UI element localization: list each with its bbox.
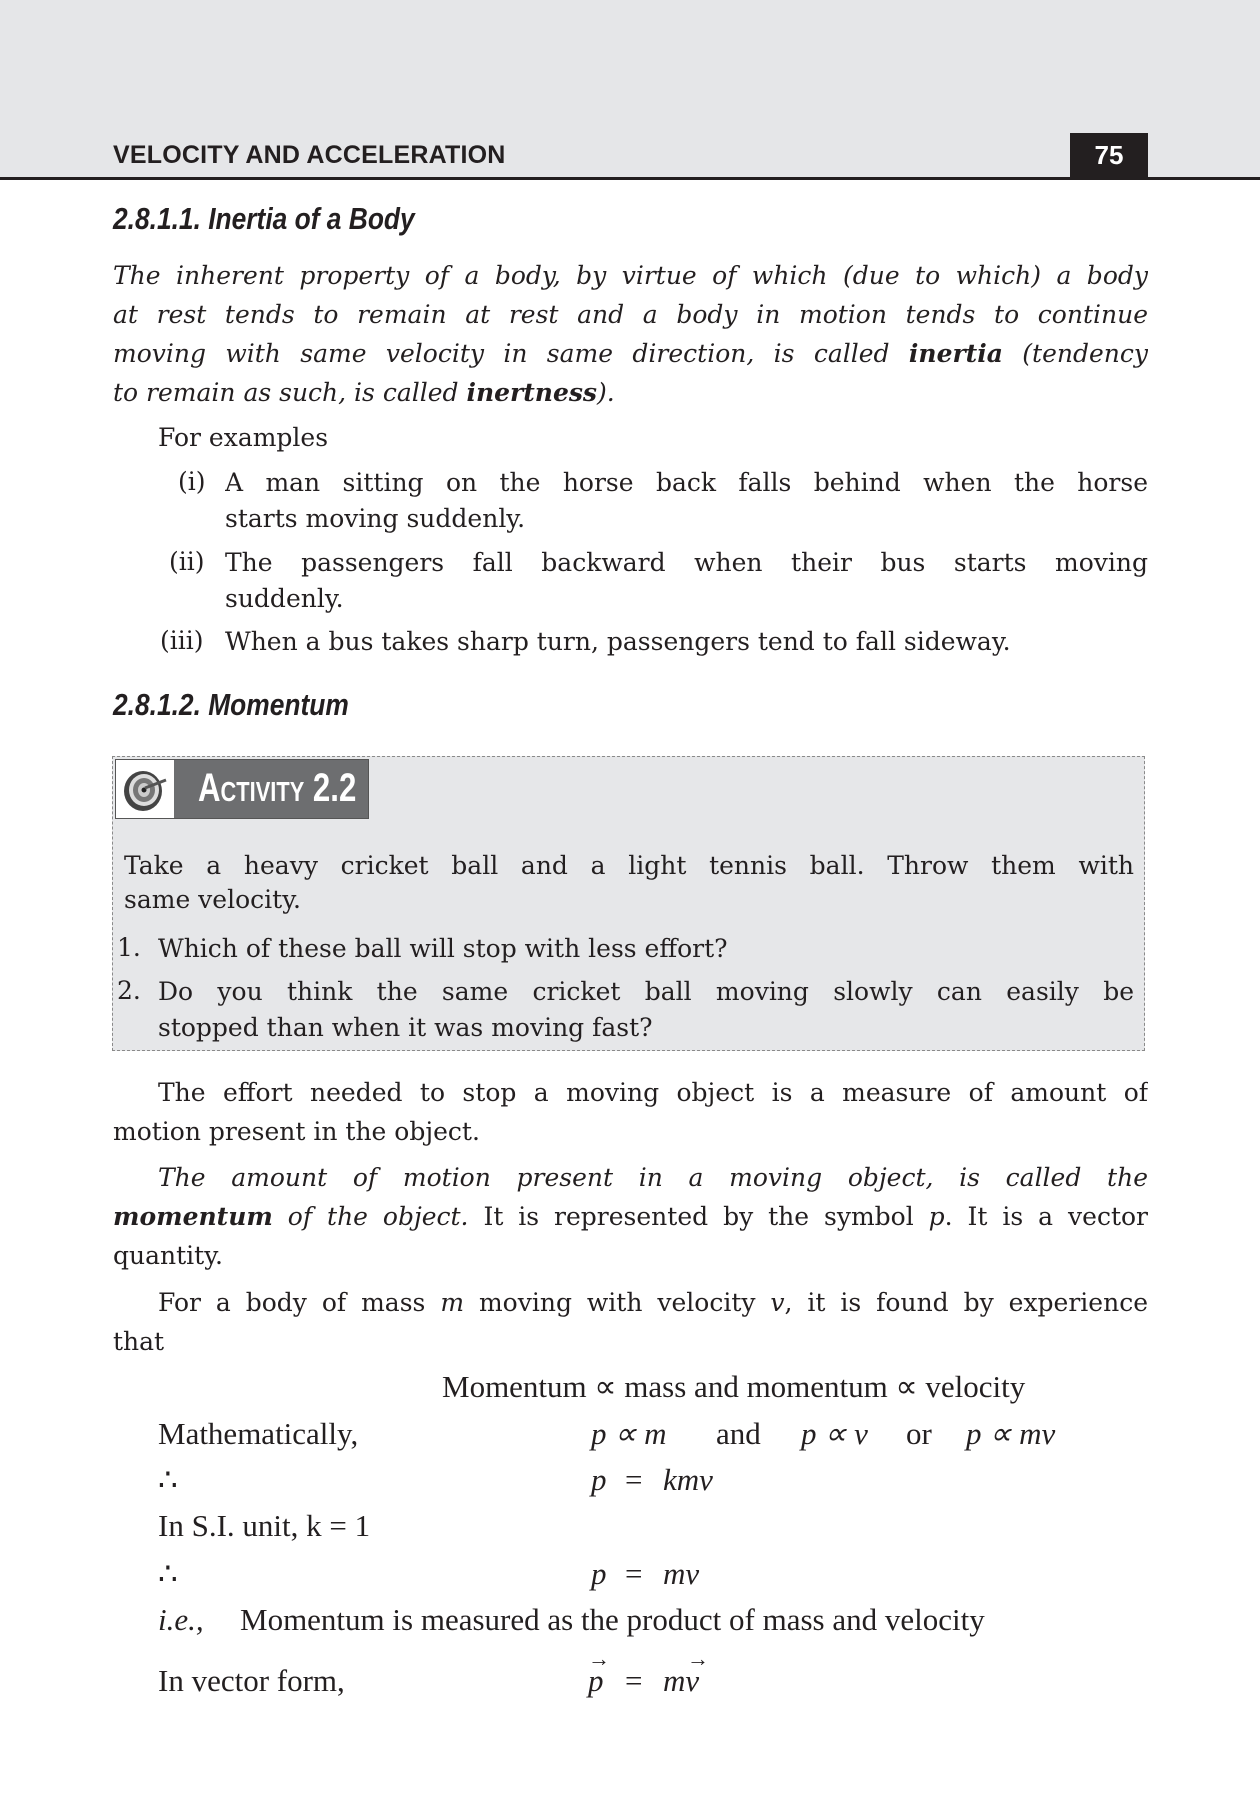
text-line [113, 1197, 1148, 1236]
dartboard-icon [116, 760, 174, 818]
text-segment: . It is a vector [944, 1202, 1148, 1231]
bold-term: inertness [466, 378, 597, 407]
activity-box [112, 756, 1145, 1051]
paragraph-effort [113, 1073, 1148, 1151]
paragraph-mass-velocity [113, 1283, 1148, 1361]
activity-tab [115, 759, 369, 819]
activity-intro [124, 846, 1134, 919]
mathematically-label: Mathematically, [158, 1416, 359, 1451]
example-num: (i) [178, 467, 206, 496]
text-segment: of the object. [272, 1202, 469, 1231]
eq1-equals: = [625, 1462, 643, 1497]
therefore-symbol: ∴ [158, 1556, 178, 1591]
ie-label: i.e., [158, 1602, 204, 1637]
example-line: When a bus takes sharp turn, passengers tend to fall sideway. [225, 627, 1011, 656]
text-segment: For a body of mass [158, 1288, 441, 1317]
text-line [113, 334, 1148, 373]
text-segment: ). [597, 378, 615, 407]
section-heading-momentum: 2.8.1.2. Momentum [113, 687, 349, 722]
text-line [113, 1112, 1148, 1151]
text-line [113, 1073, 1148, 1112]
text-line [113, 1283, 1148, 1322]
question-num: 2. [117, 976, 141, 1005]
activity-line: Take a heavy cricket ball and a light tennis ball. Throw them with [124, 851, 1134, 880]
page-number: 75 [1070, 133, 1148, 177]
therefore-symbol: ∴ [158, 1462, 178, 1497]
proportionality-statement: Momentum ∝ mass and momentum ∝ velocity [442, 1369, 1026, 1404]
text-segment: (tendency [1002, 339, 1148, 368]
text-segment: The inherent property of a body, by virtue of which (due to which) a body [113, 261, 1148, 290]
text-segment: p [928, 1202, 945, 1231]
text-segment: quantity. [113, 1241, 223, 1270]
chapter-title: VELOCITY AND ACCELERATION [113, 141, 506, 169]
vec-rhs: → mv [663, 1663, 699, 1699]
text-segment: moving with velocity [464, 1288, 771, 1317]
eq2-equals: = [625, 1556, 643, 1591]
activity-title: Activity 2.2 [198, 766, 357, 810]
activity-question [158, 972, 1134, 1047]
text-segment: The effort needed to stop a moving object is a measure of amount of [158, 1078, 1148, 1107]
question-line: Do you think the same cricket ball moving slowly can easily be [158, 977, 1134, 1006]
eq-p-prop-mv: p ∝ mv [966, 1416, 1056, 1451]
eq-or: or [906, 1416, 932, 1451]
examples-label: For examples [158, 423, 329, 452]
paragraph-momentum-definition [113, 1158, 1148, 1275]
question-num: 1. [117, 933, 141, 962]
text-line [113, 373, 1148, 412]
vec-lhs: → p [588, 1663, 604, 1699]
text-segment: that [113, 1327, 165, 1356]
vector-form-label: In vector form, [158, 1663, 345, 1698]
text-segment: moving with same velocity in same direction, is called [113, 339, 909, 368]
section-heading-inertia: 2.8.1.1. Inertia of a Body [113, 201, 415, 236]
text-line [113, 1158, 1148, 1197]
inertia-definition [113, 256, 1148, 412]
text-line [113, 295, 1148, 334]
page-header [0, 0, 1260, 180]
text-line [113, 1322, 1148, 1361]
activity-line: same velocity. [124, 885, 301, 914]
eq2-lhs: p [591, 1556, 607, 1591]
activity-question [158, 929, 1134, 968]
text-segment: m [440, 1288, 465, 1317]
question-line: stopped than when it was moving fast? [158, 1013, 653, 1042]
example-num: (ii) [169, 547, 205, 576]
question-line: Which of these ball will stop with less effort? [158, 934, 728, 963]
bold-term: inertia [908, 339, 1003, 368]
si-unit-statement: In S.I. unit, k = 1 [158, 1508, 371, 1543]
text-segment: It is represented by the symbol [468, 1202, 929, 1231]
text-segment: v [770, 1288, 785, 1317]
vector-arrow-icon: → [687, 1646, 709, 1671]
text-segment: The amount of motion present in a moving object, is called the [158, 1163, 1148, 1192]
example-item [225, 543, 1148, 618]
example-line: suddenly. [225, 584, 344, 613]
text-segment: to remain as such, is called [113, 378, 467, 407]
text-segment: at rest tends to remain at rest and a body in motion tends to continue [113, 300, 1148, 329]
example-item [225, 463, 1148, 538]
example-item [225, 622, 1148, 661]
text-segment: , it is found by experience [784, 1288, 1148, 1317]
vector-arrow-icon: → [588, 1646, 610, 1671]
text-line [113, 256, 1148, 295]
eq-and: and [716, 1416, 761, 1451]
example-line: starts moving suddenly. [225, 504, 526, 533]
example-line: The passengers fall backward when their bus starts moving [225, 548, 1148, 577]
bold-term: momentum [113, 1202, 273, 1231]
example-num: (iii) [160, 626, 204, 655]
vec-equals: = [625, 1663, 643, 1698]
eq2-rhs: mv [663, 1556, 700, 1591]
text-segment: motion present in the object. [113, 1117, 480, 1146]
eq-p-prop-v: p ∝ v [801, 1416, 868, 1451]
eq1-rhs: kmv [663, 1462, 713, 1497]
ie-statement: Momentum is measured as the product of mass and velocity [240, 1602, 985, 1637]
eq-p-prop-m: p ∝ m [591, 1416, 667, 1451]
text-line [113, 1236, 1148, 1275]
eq1-lhs: p [591, 1462, 607, 1497]
example-line: A man sitting on the horse back falls behind when the horse [225, 468, 1148, 497]
